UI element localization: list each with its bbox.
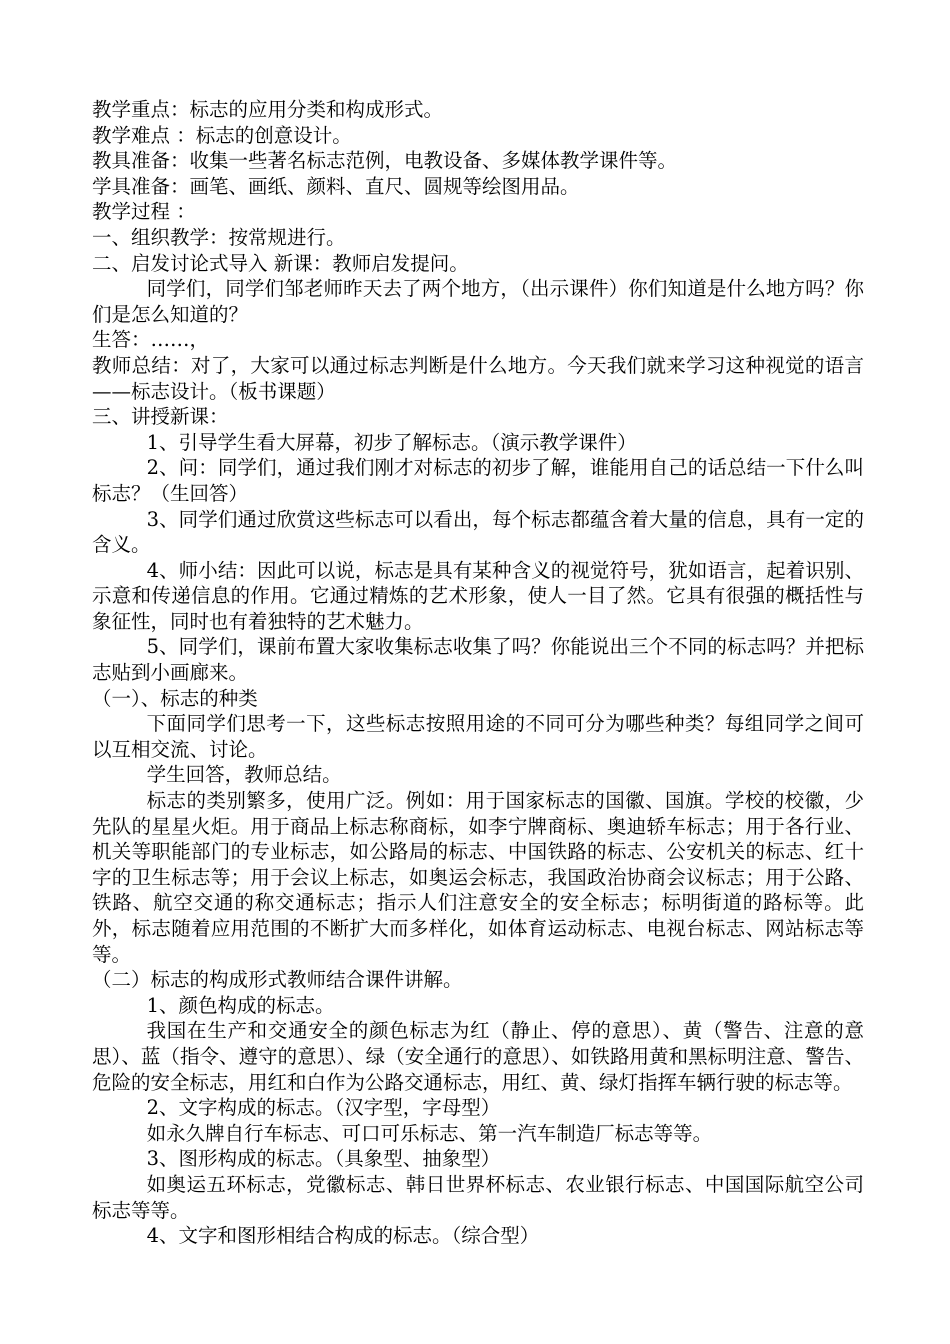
paragraph-text-examples: 如永久牌自行车标志、可口可乐标志、第一汽车制造厂标志等等。 [146, 1121, 713, 1145]
list-item-1: 1、引导学生看大屏幕，初步了解标志。（演示教学课件） [146, 430, 637, 454]
form-item-4: 4、文字和图形相结合构成的标志。（综合型） [146, 1224, 540, 1248]
list-item-3: 3、同学们通过欣赏这些标志可以看出，每个标志都蕴含着大量的信息，具有一定的含义。 [92, 507, 864, 557]
teacher-summary: 教师总结：对了，大家可以通过标志判断是什么地方。今天我们就来学习这种视觉的语言——标志设计。（板书课题） [92, 353, 864, 403]
paragraph-graphic-examples: 如奥运五环标志，党徽标志、韩日世界杯标志、农业银行标志、中国国际航空公司标志等等。 [92, 1172, 864, 1222]
teaching-difficulty: 教学难点 ：标志的创意设计。 [92, 123, 352, 147]
step-two-introduction: 二、启发讨论式导入 新课：教师启发提问。 [92, 251, 469, 275]
student-materials: 学具准备：画笔、画纸、颜料、直尺、圆规等绘图用品。 [92, 174, 580, 198]
form-item-3: 3、图形构成的标志。（具象型、抽象型） [146, 1147, 501, 1171]
list-item-4: 4、师小结：因此可以说，标志是具有某种含义的视觉符号，犹如语言，起着识别、示意和传递信息的作用。它通过精炼的艺术形象，使人一目了然。它具有很强的概括性与象征性，同时也有着独特的艺术魅力。 [92, 558, 864, 633]
section-types-heading: （一）、标志的种类 [92, 686, 258, 710]
student-answer: 生答：……， [92, 328, 210, 352]
paragraph-types-detail: 标志的类别繁多，使用广泛。例如：用于国家标志的国徽、国旗。学校的校徽，少先队的星星火炬。用于商品上标志称商标，如李宁牌商标、奥迪轿车标志；用于各行业、机关等职能部门的专业标志，如公路局的标志、中国铁路的标志、公安机关的标志、红十字的卫生标志等；用于会议上标志，如奥运会标志，我国政治协商会议标志；用于公路、铁路、航空交通的称交通标志；指示人们注意安全的安全标志；标明街道的路标等。此外，标志随着应用范围的不断扩大而多样化，如体育运动标志、电视台标志、网站标志等等。 [92, 789, 864, 966]
list-item-5: 5、同学们，课前布置大家收集标志收集了吗？你能说出三个不同的标志吗？并把标志贴到小画廊来。 [92, 635, 864, 685]
section-forms-heading: （二）标志的构成形式教师结合课件讲解。 [92, 968, 463, 992]
teaching-focus: 教学重点：标志的应用分类和构成形式。 [92, 98, 444, 121]
step-three-heading: 三、讲授新课： [92, 405, 229, 429]
form-item-1: 1、颜色构成的标志。 [146, 993, 335, 1017]
step-one-organize: 一、组织教学：按常规进行。 [92, 225, 346, 249]
list-item-2: 2、问：同学们，通过我们刚才对标志的初步了解，谁能用自己的话总结一下什么叫标志？（生回答） [92, 456, 864, 505]
paragraph-answer-summary: 学生回答，教师总结。 [146, 763, 342, 787]
form-item-2: 2、文字构成的标志。（汉字型，字母型） [146, 1096, 501, 1120]
paragraph-color-detail: 我国在生产和交通安全的颜色标志为红（静止、停的意思）、黄（警告、注意的意思）、蓝（指令、遵守的意思）、绿（安全通行的意思）、如铁路用黄和黑标明注意、警告、危险的安全标志，用红和白作为公路交通标志，用红、黄、绿灯指挥车辆行驶的标志等。 [92, 1019, 864, 1094]
paragraph-think: 下面同学们思考一下，这些标志按照用途的不同可分为哪些种类？每组同学之间可以互相交流、讨论。 [92, 712, 864, 761]
document-page [92, 97, 864, 1249]
paragraph-teacher-question: 同学们，同学们邹老师昨天去了两个地方，（出示课件）你们知道是什么地方吗？你们是怎么知道的？ [92, 277, 864, 326]
teaching-process-heading: 教学过程 ： [92, 200, 196, 224]
teaching-aids: 教具准备：收集一些著名标志范例，电教设备、多媒体教学课件等。 [92, 149, 678, 173]
